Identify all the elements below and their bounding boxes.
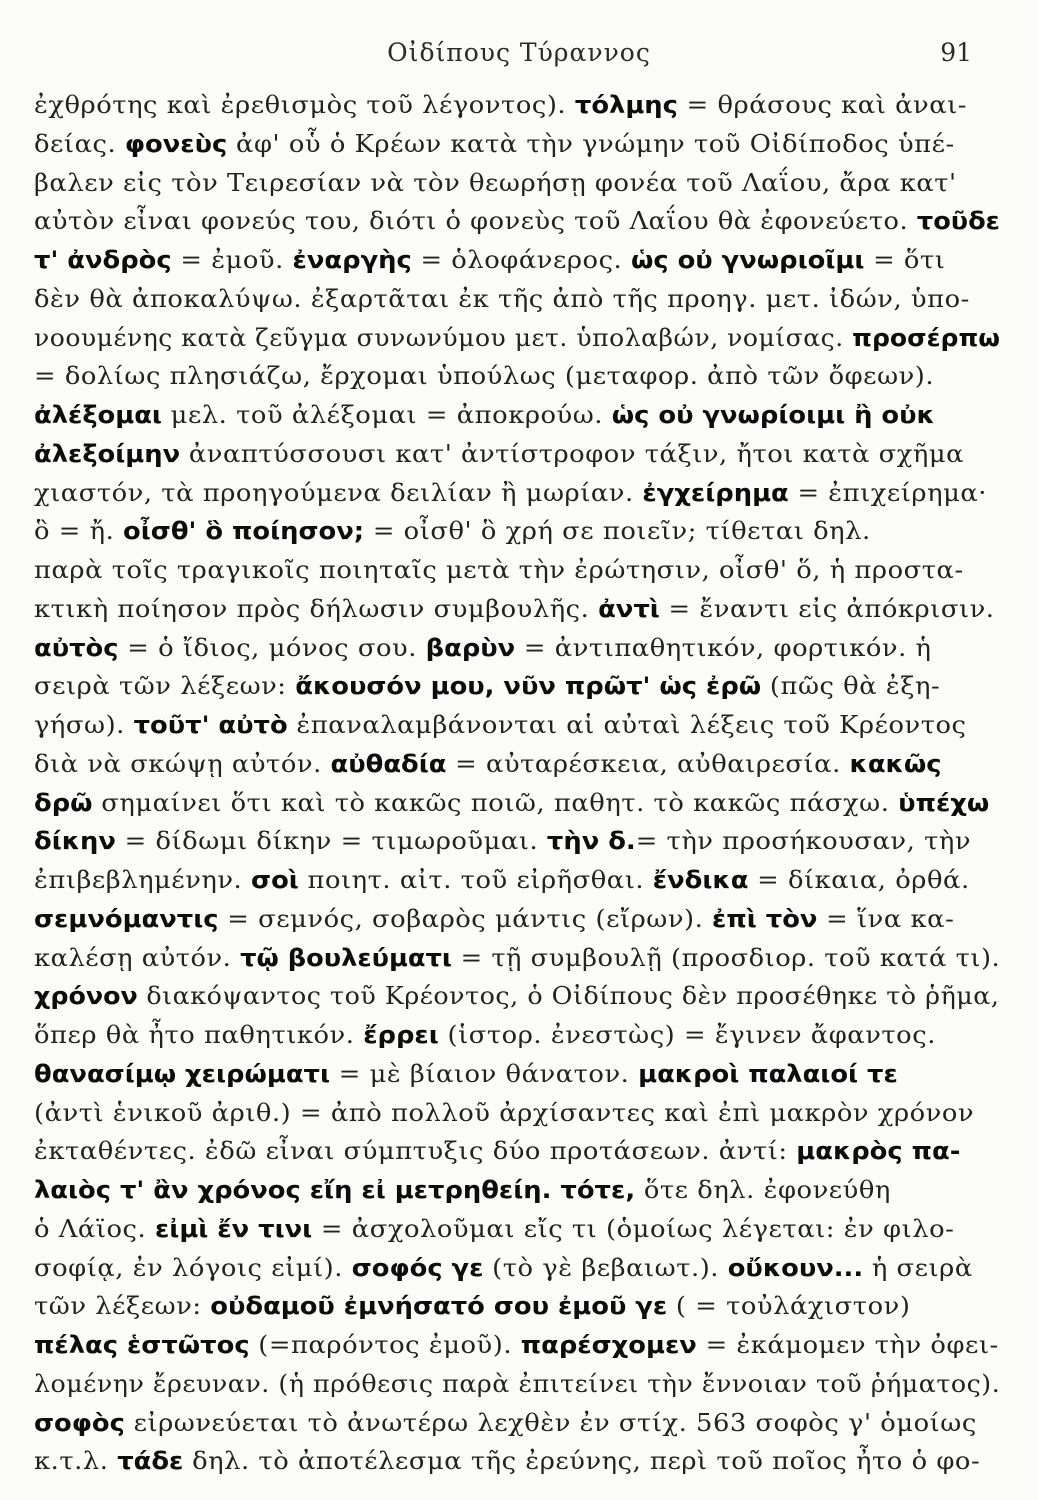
text-line — [34, 1249, 1000, 1288]
gloss-text: τῶν λέξεων: — [34, 1292, 211, 1321]
text-line — [34, 164, 1000, 203]
gloss-text: δείας. — [34, 129, 125, 158]
lemma-term: ἐπὶ τὸν — [712, 904, 818, 933]
text-line — [34, 280, 1000, 319]
page-number: 91 — [940, 38, 972, 67]
gloss-text: δηλ. τὸ ἀποτέλεσμα τῆς ἐρεύνης, περὶ τοῦ ποῖος ἦτο ὁ φο- — [183, 1447, 981, 1476]
gloss-text: ὅτε δηλ. ἐφονεύθη — [635, 1176, 891, 1204]
lemma-term: τὴν δ. — [546, 827, 636, 856]
lemma-term: σοφός γε — [351, 1253, 484, 1282]
text-line — [34, 1055, 1000, 1094]
gloss-text: γήσω). — [34, 711, 134, 739]
gloss-text: βαλεν εἰς τὸν Τειρεσίαν νὰ τὸν θεωρήσῃ φονέα τοῦ Λαΐου, ἄρα κατ' — [34, 168, 957, 197]
lemma-term: τάδε — [117, 1447, 184, 1476]
gloss-text: = σεμνός, σοβαρὸς μάντις (εἴρων). — [218, 904, 713, 933]
text-line — [34, 474, 1000, 513]
text-line — [34, 745, 1000, 784]
text-line — [34, 590, 1000, 629]
gloss-text: κτικὴ ποίησον πρὸς δήλωσιν συμβουλῆς. — [34, 594, 599, 623]
lemma-term: μακροὶ παλαιοί τε — [638, 1059, 898, 1088]
gloss-text: κ.τ.λ. — [34, 1447, 118, 1476]
gloss-text: = ἐκάμομεν τὴν ὀφει- — [696, 1331, 999, 1359]
lemma-term: χρόνον — [34, 982, 138, 1011]
lemma-term: ὡς οὐ γνωριοῖμι — [630, 246, 865, 274]
gloss-text: = δίδωμι δίκην = τιμωροῦμαι. — [115, 827, 547, 856]
gloss-text: ὁ Λάϊος. — [34, 1214, 155, 1243]
text-line — [34, 551, 1000, 590]
gloss-text: ἐπαναλαμβάνονται αἱ αὐταὶ λέξεις τοῦ Κρέοντος — [287, 711, 967, 739]
gloss-text: λομένην ἔρευναν. (ἡ πρόθεσις παρὰ ἐπιτείνει τὴν ἔννοιαν τοῦ ῥήματος). — [34, 1369, 1001, 1398]
text-line — [34, 629, 1000, 668]
gloss-text: ποιητ. αἰτ. τοῦ εἰρῆσθαι. — [298, 866, 653, 894]
gloss-text: = τῇ συμβουλῇ (προσδιορ. τοῦ κατά τι). — [451, 943, 1001, 972]
gloss-text: χιαστόν, τὰ προηγούμενα δειλίαν ἢ μωρίαν. — [34, 478, 643, 507]
gloss-text: = ἀσχολοῦμαι εἴς τι (ὁμοίως λέγεται: ἐν φιλο- — [312, 1214, 955, 1243]
lemma-term: παρέσχομεν — [520, 1331, 697, 1359]
lemma-term: βαρὺν — [425, 633, 516, 662]
text-line — [34, 396, 1000, 435]
text-line — [34, 319, 1001, 358]
text-line — [34, 861, 1000, 900]
lemma-term: προσέρπω — [852, 323, 1001, 352]
gloss-text: = μὲ βίαιον θάνατον. — [329, 1059, 639, 1088]
gloss-text: = ἔναντι εἰς ἀπόκρισιν. — [659, 594, 995, 623]
lemma-term: τόλμης — [574, 91, 678, 119]
text-line — [34, 202, 1000, 241]
lemma-term: σεμνόμαντις — [34, 904, 219, 933]
gloss-text: ἐχθρότης καὶ ἐρεθισμὸς τοῦ λέγοντος). — [34, 91, 575, 119]
lemma-term: φονεὺς — [124, 129, 228, 158]
gloss-text: αὐτὸν εἶναι φονεύς του, διότι ὁ φονεὺς τοῦ Λαΐου θὰ ἐφονεύετο. — [34, 207, 917, 236]
text-line — [34, 822, 1000, 861]
gloss-text: = ὁ ἴδιος, μόνος σου. — [118, 633, 426, 662]
text-line — [34, 1132, 1000, 1171]
text-line — [34, 1171, 1000, 1210]
text-line — [34, 1404, 1000, 1443]
gloss-text: μελ. τοῦ ἀλέξομαι = ἀποκρούω. — [161, 401, 612, 429]
gloss-text: = ἐμοῦ. — [171, 246, 293, 274]
lemma-term: δίκην — [34, 827, 116, 856]
gloss-text: ἀφ' οὗ ὁ Κρέων κατὰ τὴν γνώμην τοῦ Οἰδίποδος ὑπέ- — [227, 129, 955, 158]
lemma-term: οὔκουν... — [727, 1253, 864, 1282]
lemma-term: αὐθαδία — [330, 749, 447, 778]
text-line — [34, 435, 1000, 474]
gloss-text: = ἵνα κα- — [817, 904, 955, 933]
gloss-text: νοουμένης κατὰ ζεῦγμα συνωνύμου μετ. ὑπολαβών, νομίσας. — [34, 323, 853, 352]
gloss-text: (τὸ γὲ βεβαιωτ.). — [483, 1253, 728, 1282]
running-header — [40, 38, 998, 78]
gloss-text: σειρὰ τῶν λέξεων: — [34, 672, 296, 701]
gloss-text: (πῶς θὰ ἐξη- — [761, 672, 941, 701]
lemma-term: πέλας ἑστῶτος — [34, 1331, 250, 1359]
text-line — [34, 1287, 1000, 1326]
lemma-term: ἄκουσόν μου, νῦν πρῶτ' ὡς ἐρῶ — [295, 672, 762, 701]
text-line — [34, 512, 1000, 551]
lemma-term: ὡς οὐ γνωρίοιμι ἢ οὐκ — [611, 401, 935, 429]
lemma-term: οὐδαμοῦ ἐμνήσατό σου ἐμοῦ γε — [210, 1292, 668, 1321]
text-line — [34, 1365, 1001, 1404]
lemma-term: τοῦδε — [916, 207, 1000, 236]
gloss-text: ἡ σειρὰ — [863, 1253, 973, 1282]
gloss-text: δὲν θὰ ἀποκαλύψω. ἐξαρτᾶται ἐκ τῆς ἀπὸ τῆς προηγ. μετ. ἰδών, ὑπο- — [34, 284, 970, 313]
text-line — [34, 939, 1001, 978]
text-line — [34, 1326, 1000, 1365]
gloss-text: ἐκταθέντες. ἐδῶ εἶναι σύμπτυξις δύο προτάσεων. ἀντί: — [34, 1137, 797, 1166]
commentary-text — [34, 86, 1001, 1481]
lemma-term: τοῦτ' αὐτὸ — [133, 711, 288, 739]
lemma-term: λαιὸς τ' ἂν χρόνος εἴη εἰ μετρηθείη. τότε, — [34, 1176, 636, 1204]
lemma-term: σοὶ — [251, 866, 299, 894]
text-line — [34, 1210, 1000, 1249]
lemma-term: τῷ βουλεύματι — [240, 943, 452, 972]
text-line — [34, 1442, 1000, 1481]
lemma-term: ἔρρει — [363, 1021, 439, 1049]
gloss-text: (ἱστορ. ἐνεστὼς) = ἔγινεν ἄφαντος. — [438, 1021, 936, 1049]
lemma-term: ἐναργὴς — [292, 246, 412, 274]
lemma-term: ἀλεξοίμην — [34, 439, 181, 468]
gloss-text: εἰρωνεύεται τὸ ἀνωτέρω λεχθὲν ἐν στίχ. 563 σοφὸς γ' ὁμοίως — [124, 1408, 977, 1437]
gloss-text: = ἐπιχείρημα· — [788, 478, 988, 507]
gloss-text: = οἶσθ' ὃ χρή σε ποιεῖν; τίθεται δηλ. — [364, 517, 871, 546]
text-line — [34, 125, 1000, 164]
lemma-term: αὐτὸς — [34, 633, 119, 662]
lemma-term: ἀντὶ — [598, 594, 660, 623]
lemma-term: τ' ἀνδρὸς — [34, 246, 172, 274]
gloss-text: σημαίνει ὅτι καὶ τὸ κακῶς ποιῶ, παθητ. τὸ κακῶς πάσχω. — [92, 788, 899, 817]
gloss-text: = δολίως πλησιάζω, ἔρχομαι ὑπούλως (μεταφορ. ἀπὸ τῶν ὄφεων). — [34, 362, 935, 391]
lemma-term: κακῶς — [849, 749, 942, 778]
text-line — [34, 977, 1000, 1016]
gloss-text: ( = τοὐλάχιστον) — [667, 1292, 911, 1321]
gloss-text: = θράσους καὶ ἀναι- — [677, 91, 968, 119]
gloss-text: = δίκαια, ὀρθά. — [748, 866, 970, 894]
text-line — [34, 900, 1000, 939]
gloss-text: = ἀντιπαθητικόν, φορτικόν. ἡ — [515, 633, 932, 662]
gloss-text: ἐπιβεβλημένην. — [34, 866, 252, 894]
gloss-text: ὃ = ἤ. — [34, 517, 124, 546]
text-line — [34, 241, 1000, 280]
gloss-text: ὅπερ θὰ ἦτο παθητικόν. — [34, 1021, 364, 1049]
lemma-term: θανασίμῳ χειρώματι — [34, 1059, 330, 1088]
text-line — [34, 667, 1000, 706]
lemma-term: σοφὸς — [34, 1408, 125, 1437]
gloss-text: = αὐταρέσκεια, αὐθαιρεσία. — [446, 749, 850, 778]
gloss-text: (ἀντὶ ἑνικοῦ ἀριθ.) = ἀπὸ πολλοῦ ἀρχίσαντες καὶ ἐπὶ μακρὸν χρόνον — [34, 1098, 975, 1127]
gloss-text: (=παρόντος ἐμοῦ). — [249, 1331, 521, 1359]
gloss-text: = ὁλοφάνερος. — [411, 246, 631, 274]
running-title: Οἰδίπους Τύραννος — [387, 38, 651, 67]
text-line — [34, 1094, 1000, 1133]
text-line — [34, 1016, 1000, 1055]
lemma-term: οἶσθ' ὃ ποίησον; — [123, 517, 365, 546]
lemma-term: ἔνδικα — [652, 866, 749, 894]
gloss-text: = τὴν προσήκουσαν, τὴν — [635, 827, 972, 856]
gloss-text: ἀναπτύσσουσι κατ' ἀντίστροφον τάξιν, ἤτοι κατὰ σχῆμα — [180, 439, 965, 468]
text-line — [34, 706, 1000, 745]
text-line — [34, 784, 1000, 823]
lemma-term: δρῶ — [34, 788, 93, 817]
gloss-text: καλέσῃ αὐτόν. — [34, 943, 241, 972]
lemma-term: ἐγχείρημα — [642, 478, 789, 507]
gloss-text: διακόψαντος τοῦ Κρέοντος, ὁ Οἰδίπους δὲν προσέθηκε τὸ ῥῆμα, — [137, 982, 1000, 1011]
gloss-text: = ὅτι — [864, 246, 946, 274]
lemma-term: ἀλέξομαι — [34, 401, 162, 429]
text-line — [34, 86, 1000, 125]
text-line — [34, 357, 1000, 396]
lemma-term: ὑπέχω — [898, 788, 990, 817]
gloss-text: σοφίᾳ, ἐν λόγοις εἰμί). — [34, 1253, 352, 1282]
gloss-text: παρὰ τοῖς τραγικοῖς ποιηταῖς μετὰ τὴν ἐρώτησιν, οἶσθ' ὅ, ἡ προστα- — [34, 556, 964, 584]
lemma-term: μακρὸς πα- — [796, 1137, 961, 1166]
gloss-text: διὰ νὰ σκώψῃ αὐτόν. — [34, 749, 331, 778]
lemma-term: εἰμὶ ἔν τινι — [154, 1214, 313, 1243]
